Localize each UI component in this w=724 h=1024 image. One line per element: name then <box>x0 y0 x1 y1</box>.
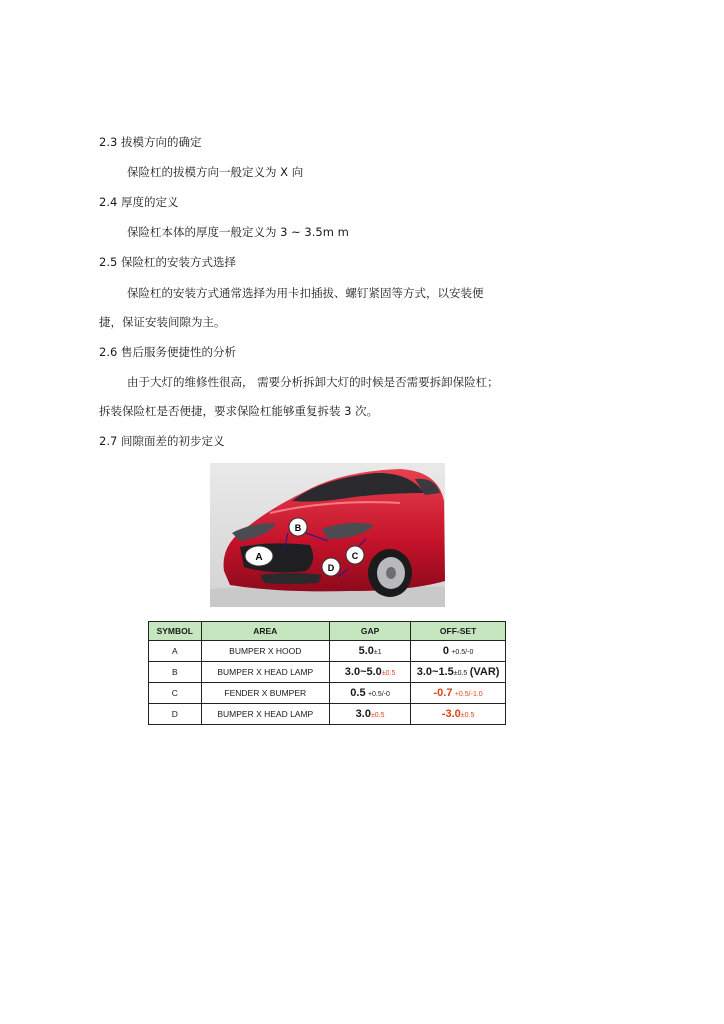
cell-area: FENDER X BUMPER <box>201 683 329 704</box>
gap-value: 3.0 <box>355 708 371 720</box>
paragraph-thickness: 保险杠本体的厚度一般定义为 3 ~ 3.5m m <box>127 225 349 239</box>
table-header-row <box>149 622 506 641</box>
cell-offset <box>411 641 506 662</box>
header-area: AREA <box>201 622 329 641</box>
svg-text:D: D <box>327 563 335 573</box>
cell-gap <box>330 704 411 725</box>
offset-suffix: (VAR) <box>469 666 500 678</box>
cell-area: BUMPER X HOOD <box>201 641 329 662</box>
offset-value: 3.0~1.5 <box>416 666 454 678</box>
paragraph-mounting-line-1: 保险杠的安装方式通常选择为用卡扣插拔、螺钉紧固等方式，以安装便 <box>127 286 484 300</box>
callout-b <box>289 518 307 536</box>
cell-symbol: D <box>149 704 202 725</box>
cell-area: BUMPER X HEAD LAMP <box>201 662 329 683</box>
offset-tolerance: +0.5/-0 <box>451 649 474 656</box>
callout-c <box>346 546 364 564</box>
paragraph-service-line-1: 由于大灯的维修性很高， 需要分析拆卸大灯的时候是否需要拆卸保险杠； <box>127 375 499 389</box>
cell-offset <box>411 683 506 704</box>
callout-d <box>322 558 340 576</box>
cell-gap <box>330 641 411 662</box>
gap-value: 5.0 <box>358 645 374 657</box>
paragraph-service-line-2: 拆装保险杠是否便捷，要求保险杠能够重复拆装 3 次。 <box>99 404 379 418</box>
header-offset: OFF-SET <box>411 622 506 641</box>
paragraph-mounting-line-2: 捷，保证安装间隙为主。 <box>99 315 226 329</box>
table-row <box>149 662 506 683</box>
header-symbol: SYMBOL <box>149 622 202 641</box>
gap-tolerance: +0.5/-0 <box>367 691 390 698</box>
table-row <box>149 683 506 704</box>
cell-symbol: A <box>149 641 202 662</box>
gap-tolerance: ±0.5 <box>381 670 396 677</box>
callout-a <box>245 546 273 566</box>
offset-tolerance: +0.5/-1.0 <box>454 691 483 698</box>
gap-value: 3.0~5.0 <box>344 666 382 678</box>
cell-symbol: C <box>149 683 202 704</box>
cell-gap <box>330 662 411 683</box>
section-heading-2-6: 2.6 售后服务便捷性的分析 <box>99 345 236 359</box>
table-row <box>149 704 506 725</box>
gap-tolerance: ±1 <box>373 649 382 656</box>
header-gap: GAP <box>330 622 411 641</box>
offset-value: 0 <box>442 645 449 657</box>
paragraph-draft-direction: 保险杠的拔模方向一般定义为 X 向 <box>127 165 304 179</box>
table-row <box>149 641 506 662</box>
cell-offset <box>411 704 506 725</box>
offset-value: -0.7 <box>433 687 453 699</box>
cell-gap <box>330 683 411 704</box>
section-heading-2-5: 2.5 保险杠的安装方式选择 <box>99 255 236 269</box>
offset-value: -3.0 <box>441 708 461 720</box>
offset-tolerance: ±0.5 <box>460 712 475 719</box>
svg-text:B: B <box>294 523 302 533</box>
car-photo <box>210 463 445 607</box>
cell-offset <box>411 662 506 683</box>
offset-tolerance: ±0.5 <box>453 670 468 677</box>
svg-text:C: C <box>351 551 359 561</box>
svg-text:A: A <box>255 552 263 563</box>
section-heading-2-3: 2.3 拔模方向的确定 <box>99 135 202 149</box>
cell-symbol: B <box>149 662 202 683</box>
gap-value: 0.5 <box>350 687 366 699</box>
cell-area: BUMPER X HEAD LAMP <box>201 704 329 725</box>
gap-offset-table <box>148 621 506 725</box>
section-heading-2-4: 2.4 厚度的定义 <box>99 195 179 209</box>
gap-tolerance: ±0.5 <box>370 712 385 719</box>
section-heading-2-7: 2.7 间隙面差的初步定义 <box>99 434 225 448</box>
